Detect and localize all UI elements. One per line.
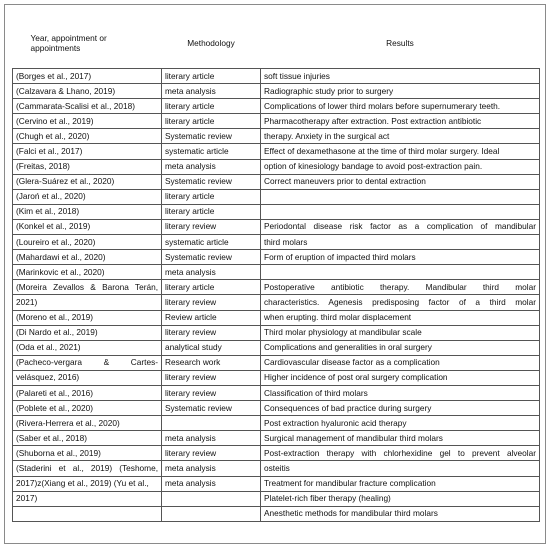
table-row: [13, 114, 540, 129]
methodology-cell: meta analysis: [162, 461, 261, 476]
header-methodology: Methodology: [187, 38, 235, 48]
ref-cell: (Poblete et al., 2020): [13, 401, 162, 416]
result-cell: Anesthetic methods for mandibular third molars: [261, 506, 540, 521]
ref-cell: (Kim et al., 2018): [13, 204, 162, 219]
table-row: [13, 189, 540, 204]
methodology-cell: literary article: [162, 69, 261, 84]
methodology-cell: meta analysis: [162, 84, 261, 99]
ref-cell: (Mahardawi et al., 2020): [13, 250, 162, 265]
result-cell: Third molar physiology at mandibular scale: [261, 325, 540, 340]
result-cell: Complications of lower third molars before supernumerary teeth.: [261, 99, 540, 114]
methodology-cell: [162, 506, 261, 521]
table-row: [13, 265, 540, 280]
methodology-cell: literary review: [162, 370, 261, 385]
table-row: [13, 144, 540, 159]
result-cell: Pharmacotherapy after extraction. Post extraction antibiotic: [261, 114, 540, 129]
methodology-cell: literary review: [162, 325, 261, 340]
ref-cell: (Moreira Zevallos & Barona Terán,: [13, 280, 162, 295]
table-row: [13, 431, 540, 446]
table-row: [13, 416, 540, 431]
table-row: [13, 250, 540, 265]
table-row: [13, 476, 540, 491]
ref-cell: (Shuborna et al., 2019): [13, 446, 162, 461]
table-row: [13, 491, 540, 506]
table-row: [13, 506, 540, 521]
ref-cell: (Marinkovic et al., 2020): [13, 265, 162, 280]
table-row: [13, 446, 540, 461]
table-row: [13, 99, 540, 114]
result-cell: osteitis: [261, 461, 540, 476]
result-cell: Higher incidence of post oral surgery complication: [261, 370, 540, 385]
ref-cell: (Staderini et al., 2019) (Teshome,: [13, 461, 162, 476]
methodology-cell: literary review: [162, 385, 261, 400]
ref-cell: (Chugh et al., 2020): [13, 129, 162, 144]
ref-cell: [13, 506, 162, 521]
ref-cell: (Rivera-Herrera et al., 2020): [13, 416, 162, 431]
result-cell: Effect of dexamethasone at the time of third molar surgery. Ideal: [261, 144, 540, 159]
methodology-cell: Systematic review: [162, 401, 261, 416]
table-row: [13, 401, 540, 416]
ref-cell: velásquez, 2016): [13, 370, 162, 385]
ref-cell: (Oda et al., 2021): [13, 340, 162, 355]
methodology-cell: Systematic review: [162, 174, 261, 189]
methodology-cell: meta analysis: [162, 159, 261, 174]
methodology-cell: meta analysis: [162, 265, 261, 280]
result-cell: Post-extraction therapy with chlorhexidine gel to prevent alveolar: [261, 446, 540, 461]
header-results: Results: [386, 38, 414, 48]
methodology-cell: literary article: [162, 204, 261, 219]
table-row: [13, 159, 540, 174]
table-row: [13, 129, 540, 144]
ref-cell: (Konkel et al., 2019): [13, 219, 162, 234]
methodology-cell: Research work: [162, 355, 261, 370]
methodology-cell: Systematic review: [162, 250, 261, 265]
table-row: [13, 325, 540, 340]
ref-cell: (Cammarata-Scalisi et al., 2018): [13, 99, 162, 114]
ref-cell: (Cervino et al., 2019): [13, 114, 162, 129]
methodology-cell: meta analysis: [162, 431, 261, 446]
table-row: [13, 69, 540, 84]
methodology-cell: meta analysis: [162, 476, 261, 491]
ref-cell: (Saber et al., 2018): [13, 431, 162, 446]
table-row: [13, 355, 540, 370]
table-row: [13, 385, 540, 400]
table-row: [13, 219, 540, 234]
table-row: [13, 310, 540, 325]
ref-cell: 2017)z(Xiang et al., 2019) (Yu et al.,: [13, 476, 162, 491]
result-cell: [261, 204, 540, 219]
result-cell: option of kinesiology bandage to avoid post-extraction pain.: [261, 159, 540, 174]
methodology-cell: systematic article: [162, 235, 261, 250]
result-cell: Radiographic study prior to surgery: [261, 84, 540, 99]
table-row: [13, 84, 540, 99]
table-row: [13, 295, 540, 310]
result-cell: Consequences of bad practice during surgery: [261, 401, 540, 416]
methodology-cell: literary review: [162, 446, 261, 461]
result-cell: third molars: [261, 235, 540, 250]
table-row: [13, 340, 540, 355]
methodology-cell: literary article: [162, 114, 261, 129]
ref-cell: (Pacheco-vergara & Cartes-: [13, 355, 162, 370]
methodology-cell: systematic article: [162, 144, 261, 159]
ref-cell: (Di Nardo et al., 2019): [13, 325, 162, 340]
methodology-cell: [162, 416, 261, 431]
table-header-row: [13, 18, 540, 69]
ref-cell: (Falci et al., 2017): [13, 144, 162, 159]
ref-cell: (Palareti et al., 2016): [13, 385, 162, 400]
methodology-cell: literary review: [162, 219, 261, 234]
table-row: [13, 461, 540, 476]
result-cell: Platelet-rich fiber therapy (healing): [261, 491, 540, 506]
literature-table: [12, 18, 540, 522]
header-year: Year, appointment or appointments: [30, 33, 107, 53]
result-cell: characteristics. Agenesis predisposing factor of a third molar: [261, 295, 540, 310]
ref-cell: (Jaroń et al., 2020): [13, 189, 162, 204]
result-cell: Post extraction hyaluronic acid therapy: [261, 416, 540, 431]
table-row: [13, 235, 540, 250]
ref-cell: (Glera-Suárez et al., 2020): [13, 174, 162, 189]
result-cell: Classification of third molars: [261, 385, 540, 400]
ref-cell: (Moreno et al., 2019): [13, 310, 162, 325]
ref-cell: (Calzavara & Lhano, 2019): [13, 84, 162, 99]
result-cell: [261, 265, 540, 280]
result-cell: Postoperative antibiotic therapy. Mandibular third molar: [261, 280, 540, 295]
result-cell: [261, 189, 540, 204]
result-cell: Cardiovascular disease factor as a complication: [261, 355, 540, 370]
result-cell: Surgical management of mandibular third molars: [261, 431, 540, 446]
result-cell: Complications and generalities in oral surgery: [261, 340, 540, 355]
ref-cell: (Loureiro et al., 2020): [13, 235, 162, 250]
ref-cell: (Borges et al., 2017): [13, 69, 162, 84]
result-cell: Form of eruption of impacted third molars: [261, 250, 540, 265]
methodology-cell: Review article: [162, 310, 261, 325]
result-cell: Correct maneuvers prior to dental extraction: [261, 174, 540, 189]
ref-cell: (Freitas, 2018): [13, 159, 162, 174]
result-cell: soft tissue injuries: [261, 69, 540, 84]
table-row: [13, 204, 540, 219]
methodology-cell: literary article: [162, 280, 261, 295]
ref-cell: 2017): [13, 491, 162, 506]
methodology-cell: literary article: [162, 189, 261, 204]
result-cell: Treatment for mandibular fracture complication: [261, 476, 540, 491]
methodology-cell: literary review: [162, 295, 261, 310]
methodology-cell: literary article: [162, 99, 261, 114]
ref-cell: 2021): [13, 295, 162, 310]
result-cell: Periodontal disease risk factor as a complication of mandibular: [261, 219, 540, 234]
table-row: [13, 174, 540, 189]
methodology-cell: Systematic review: [162, 129, 261, 144]
methodology-cell: [162, 491, 261, 506]
table-row: [13, 280, 540, 295]
result-cell: therapy. Anxiety in the surgical act: [261, 129, 540, 144]
table-body: [13, 69, 540, 522]
table-row: [13, 370, 540, 385]
result-cell: when erupting. third molar displacement: [261, 310, 540, 325]
methodology-cell: analytical study: [162, 340, 261, 355]
